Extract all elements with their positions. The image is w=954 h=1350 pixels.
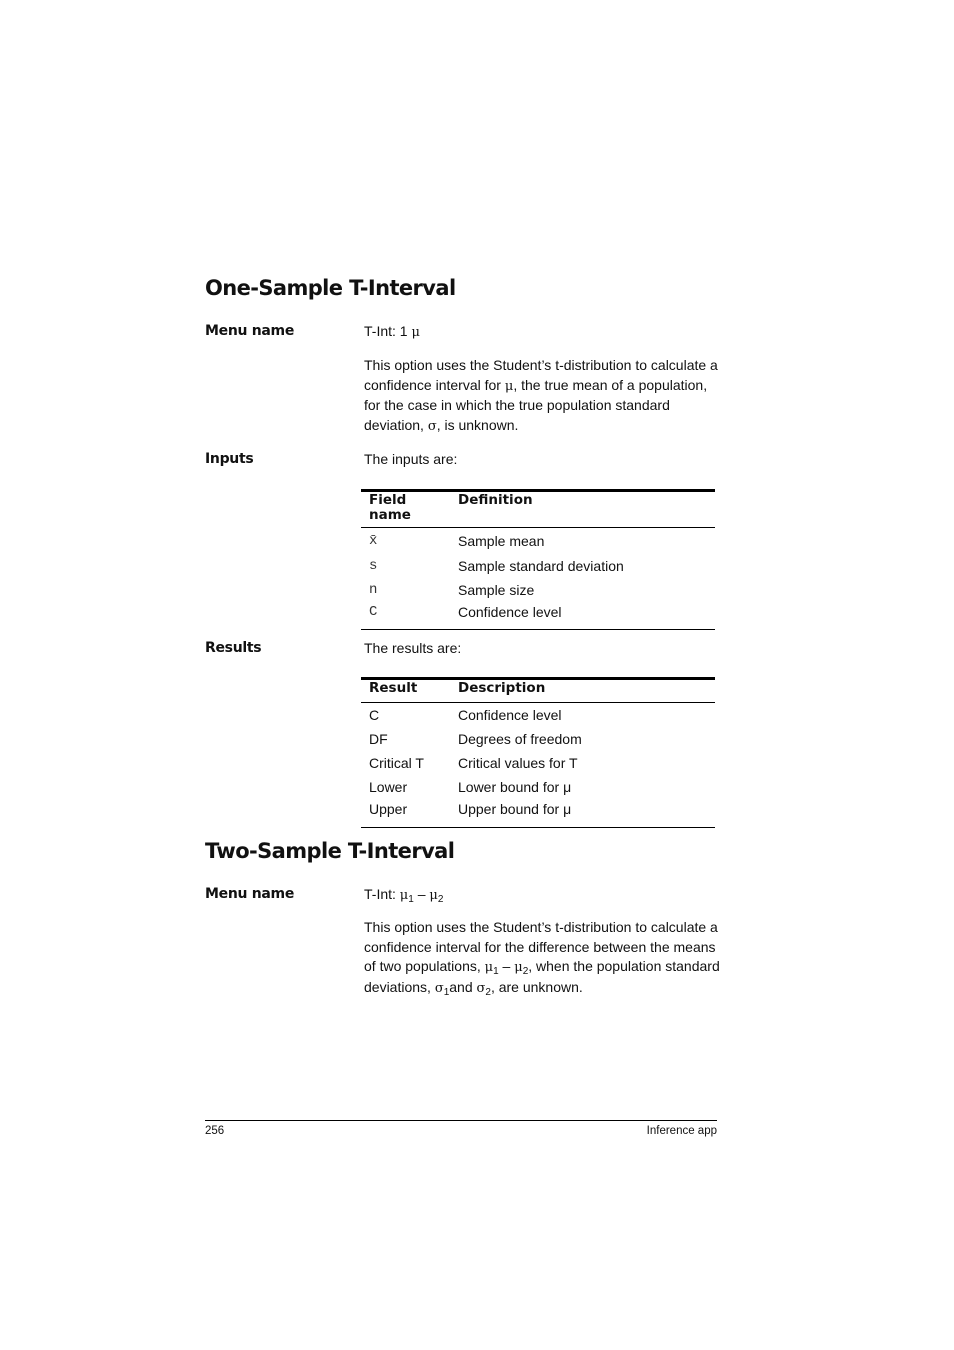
table-header-row [361,491,715,528]
desc-text-b: , when the population standard deviations, [364,958,720,995]
table-row [361,554,715,578]
inputs-intro: The inputs are: [364,451,458,467]
table-header-row [361,679,715,703]
section-title-one-sample: One-Sample T-Interval [205,276,456,300]
footer-rule [205,1120,717,1121]
menu-name-label: Menu name [205,323,295,339]
table-row [361,775,715,799]
sigma-symbol: σ [427,418,437,434]
inputs-table [361,489,715,630]
description-cell: Upper bound for μ [458,801,572,817]
header-field-name: Field name [369,492,411,523]
mu-symbol: μ [399,888,409,903]
desc-text-a: This option uses the Student’s t-distribution to calculate a confidence interval for the difference between the means of two populations, [364,919,718,974]
minus-sign: – [498,958,515,974]
sigma-symbol: σ [434,980,444,996]
page-number: 256 [205,1125,225,1137]
definition-cell: Sample size [458,581,535,598]
mu-symbol: μ [504,378,514,394]
mu-symbol: μ [411,325,420,340]
chapter-name: Inference app [646,1125,717,1137]
table-row [361,703,715,728]
desc-text-c: , is unknown. [436,416,519,433]
table-row [361,578,715,602]
subscript-2: 2 [522,966,529,977]
description-paragraph [364,918,724,998]
description-paragraph [364,356,724,436]
menu-name-value [364,885,724,906]
definition-cell: Sample mean [458,532,545,549]
description-cell: Critical values for T [458,755,578,771]
result-cell: DF [369,731,388,747]
table-row [361,602,715,630]
table-row [361,727,715,751]
sigma-symbol: σ [476,980,486,996]
description-cell: Confidence level [458,707,562,723]
header-result: Result [369,680,418,696]
desc-text-a: This option uses the Student’s t-distribution to calculate a confidence interval for [364,357,718,393]
menu-name-label: Menu name [205,886,295,902]
header-definition: Definition [458,492,533,508]
field-cell: C [369,603,378,620]
result-cell: Critical T [369,755,424,771]
results-label: Results [205,640,262,656]
mu-symbol: μ [514,960,523,975]
description-cell: Degrees of freedom [458,731,582,747]
field-cell: n [369,581,378,598]
subscript-2: 2 [485,986,491,998]
table-row [361,528,715,554]
menu-prefix: T-Int: 1 [364,323,412,339]
result-cell: C [369,707,380,723]
desc-text-b: , the true mean of a population, for the case in which the true population standard deviation, [364,376,708,433]
result-cell: Upper [369,801,408,817]
header-description: Description [458,680,546,696]
results-intro: The results are: [364,640,462,656]
definition-cell: Sample standard deviation [458,557,624,574]
results-table [361,677,715,828]
subscript-1: 1 [493,966,499,977]
subscript-2: 2 [437,894,444,905]
field-cell: x̄ [369,532,378,549]
definition-cell: Confidence level [458,603,562,620]
inputs-label: Inputs [205,451,254,467]
field-cell: s [369,557,378,574]
desc-and: and [449,978,477,995]
section-title-two-sample: Two-Sample T-Interval [205,839,455,863]
description-cell: Lower bound for μ [458,779,572,795]
menu-name-value [364,322,724,343]
table-row [361,799,715,827]
desc-text-c: , are unknown. [490,978,583,995]
subscript-1: 1 [408,894,414,905]
mu-symbol: μ [484,960,494,975]
subscript-1: 1 [443,986,450,998]
mu-symbol: μ [429,888,438,903]
table-row [361,751,715,775]
menu-prefix: T-Int: [364,886,400,902]
minus-sign: – [413,886,430,902]
result-cell: Lower [369,779,408,795]
